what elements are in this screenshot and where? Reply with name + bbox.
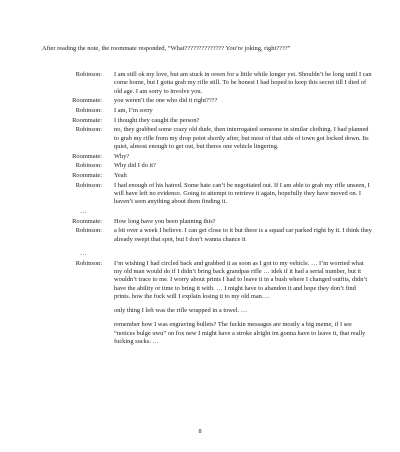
- speaker-name: Roommate:: [72, 217, 102, 225]
- body-paragraph: only thing I left was the rifle wrapped in a towel. …: [114, 307, 248, 315]
- speaker-name: Roommate:: [72, 152, 102, 160]
- message-text: I thought they caught the person?: [114, 116, 200, 124]
- dialog-line: [42, 97, 372, 105]
- message-text: Why did I do it?: [114, 162, 156, 170]
- message-text: I had enough of his hatred. Some hate can’t be negotiated out. If I am able to grab my rifle unseen, I will have left no evidence. Going to attempt to retrieve it again, hopefully they have moved on. I haven’t seen anything about them finding it.: [114, 181, 370, 206]
- dialog-line: [42, 182, 372, 207]
- dialog-line: [42, 153, 372, 161]
- dialog-line: [42, 107, 372, 115]
- message-text: [114, 250, 372, 258]
- speaker-name: Robinson:: [75, 181, 102, 189]
- speaker-name: Roommate:: [72, 97, 102, 105]
- message-text: Yeah: [114, 172, 127, 179]
- dialog-line: [42, 218, 372, 226]
- speaker-name: Robinson:: [75, 106, 102, 114]
- dialog-line: [42, 260, 372, 301]
- speaker-name: Robinson:: [75, 162, 102, 170]
- body-paragraph: remember how I was engraving bullets? The fuckin messages are mostly a big meme, if I see “notices bulge uwu” on fox new I might have a stroke alright im gonna have to leave it, that really fucking sucks. …: [114, 321, 366, 345]
- message-text: I am, I’m sorry: [114, 106, 153, 114]
- message-text: How long have you been planning this?: [114, 217, 216, 225]
- speaker-name: Robinson:: [75, 126, 102, 134]
- dialog-line: [42, 162, 372, 170]
- page-number: 8: [198, 428, 202, 435]
- dialog-line: [42, 172, 372, 180]
- message-text: I am still ok my love, but am stuck in oreen for a little while longer yet. Shouldn’t be long until I can come home, but I gotta grab my rifle still. To be honest I had hoped to keep this secret till I died of old age. I am sorry to involve you.: [114, 71, 372, 95]
- ellipsis-mark: …: [80, 207, 87, 215]
- ellipsis-mark: …: [80, 249, 87, 257]
- speaker-name: Robinson:: [75, 259, 102, 267]
- message-text: no, they grabbed some crazy old dude, then interrogated someone in similar clothing. I had planned to grab my rifle from my drop point shortly after, but most of that side of town got locked down. Its quiet, almost enough to get out, but theres one vehicle lingering.: [114, 126, 369, 150]
- dialog-transcript: [42, 71, 372, 346]
- dialog-ellipsis: [42, 208, 372, 216]
- speaker-name: Roommate:: [72, 116, 102, 124]
- dialog-line: [42, 227, 372, 244]
- message-text: [114, 208, 372, 216]
- speaker-name: Robinson:: [75, 71, 102, 78]
- speaker-name: Roommate:: [72, 172, 102, 179]
- intro-paragraph: After reading the note, the roommate responded, “What?????????????? You’re joking, right????”: [42, 45, 291, 52]
- speaker-name: Robinson:: [75, 227, 102, 235]
- dialog-line: [42, 117, 372, 125]
- message-text: you weren’t the one who did it right????: [114, 97, 218, 105]
- message-text: I’m wishing I had circled back and grabbed it as soon as I got to my vehicle. … I’m worried what my old man would do if I didn’t bring back grandpas rifle … idek if it had a serial number, but it wouldn’t trace to me. I worry about prints I had to leave it in a bush where I changed outfits, didn’t have the ability or time to bring it with. … I might have to abandon it and hope they don’t find prints. how the fuck will I explain losing it to my old man….: [114, 259, 368, 300]
- dialog-line: [42, 126, 372, 151]
- dialog-line: [42, 71, 372, 96]
- message-text: a bit over a week I believe. I can get close to it but there is a squad car parked right by it. I think they already swept that spot, but I don’t wanna chance it: [114, 227, 372, 243]
- dialog-ellipsis: [42, 250, 372, 258]
- message-text: Why?: [114, 152, 130, 160]
